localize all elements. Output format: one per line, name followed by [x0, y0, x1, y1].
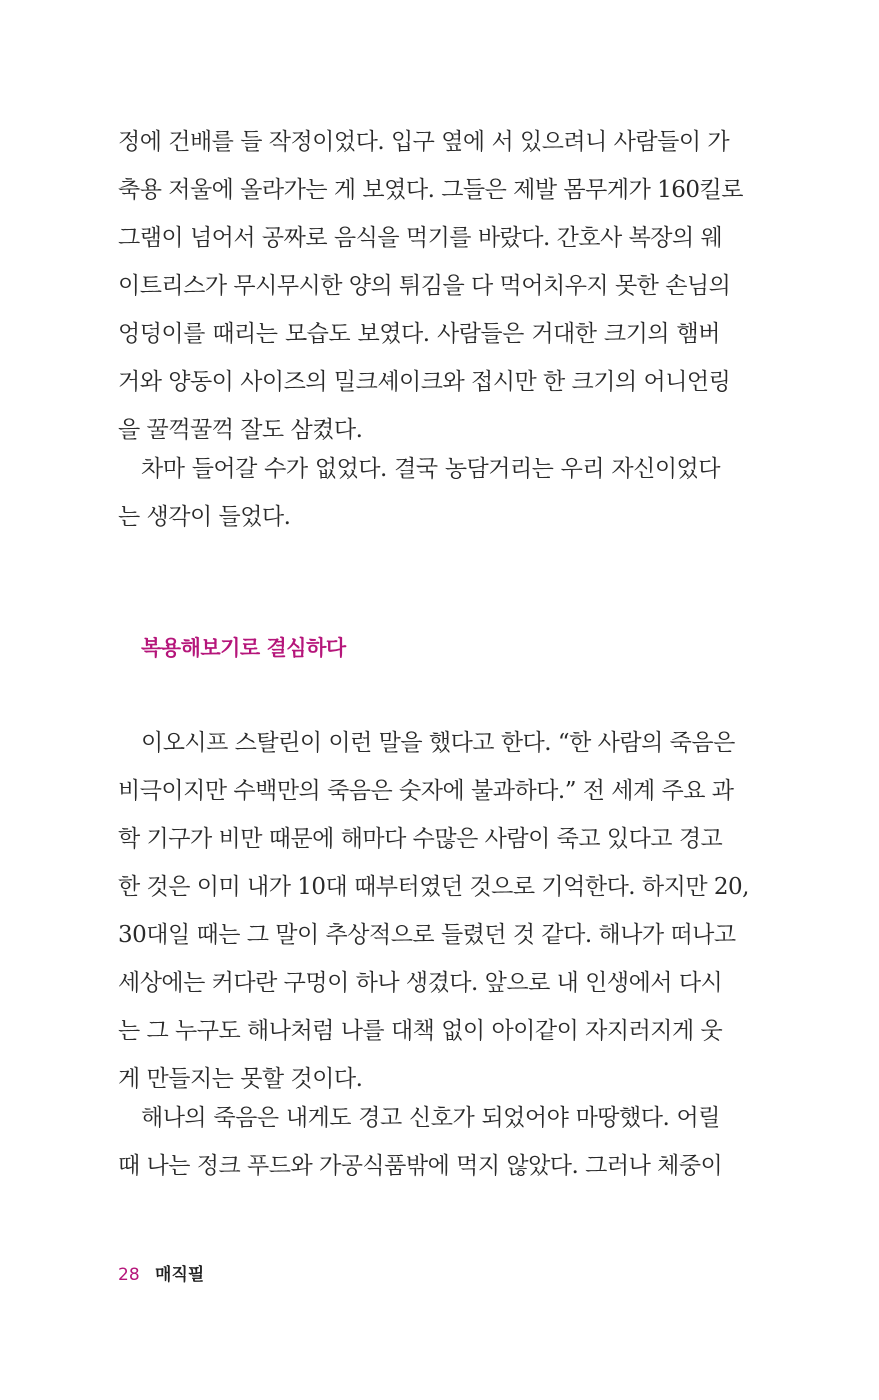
- text-line: 30대일 때는 그 말이 추상적으로 들렸던 것 같다. 해나가 떠나고: [118, 922, 736, 948]
- page-number: 28: [118, 1265, 140, 1285]
- text-line: 때 나는 정크 푸드와 가공식품밖에 먹지 않았다. 그러나 체중이: [118, 1153, 723, 1179]
- text-line: 차마 들어갈 수가 없었다. 결국 농담거리는 우리 자신이었다: [141, 456, 720, 482]
- text-line: 학 기구가 비만 때문에 해마다 수많은 사람이 죽고 있다고 경고: [118, 826, 723, 852]
- text-line: 엉덩이를 때리는 모습도 보였다. 사람들은 거대한 크기의 햄버: [118, 321, 720, 347]
- text-line: 세상에는 커다란 구멍이 하나 생겼다. 앞으로 내 인생에서 다시: [118, 970, 723, 996]
- text-line: 게 만들지는 못할 것이다.: [118, 1066, 363, 1092]
- section-heading: 복용해보기로 결심하다: [141, 636, 346, 660]
- text-line: 이오시프 스탈린이 이런 말을 했다고 한다. “한 사람의 죽음은: [141, 730, 735, 756]
- text-line: 한 것은 이미 내가 10대 때부터였던 것으로 기억한다. 하지만 20,: [118, 874, 749, 900]
- text-line: 이트리스가 무시무시한 양의 튀김을 다 먹어치우지 못한 손님의: [118, 273, 731, 299]
- text-line: 거와 양동이 사이즈의 밀크셰이크와 접시만 한 크기의 어니언링: [118, 369, 731, 395]
- page-footer: [118, 1263, 204, 1287]
- text-line: 정에 건배를 들 작정이었다. 입구 옆에 서 있으려니 사람들이 가: [118, 129, 730, 155]
- text-line: 을 꿀꺽꿀꺽 잘도 삼켰다.: [118, 417, 363, 443]
- text-line: 비극이지만 수백만의 죽음은 숫자에 불과하다.” 전 세계 주요 과: [118, 778, 734, 804]
- text-line: 해나의 죽음은 내게도 경고 신호가 되었어야 마땅했다. 어릴: [141, 1105, 720, 1131]
- text-line: 는 그 누구도 해나처럼 나를 대책 없이 아이같이 자지러지게 웃: [118, 1018, 723, 1044]
- book-title: 매직필: [155, 1265, 205, 1285]
- text-line: 는 생각이 들었다.: [118, 504, 291, 530]
- text-line: 축용 저울에 올라가는 게 보였다. 그들은 제발 몸무게가 160킬로: [118, 177, 743, 203]
- text-line: 그램이 넘어서 공짜로 음식을 먹기를 바랐다. 간호사 복장의 웨: [118, 225, 723, 251]
